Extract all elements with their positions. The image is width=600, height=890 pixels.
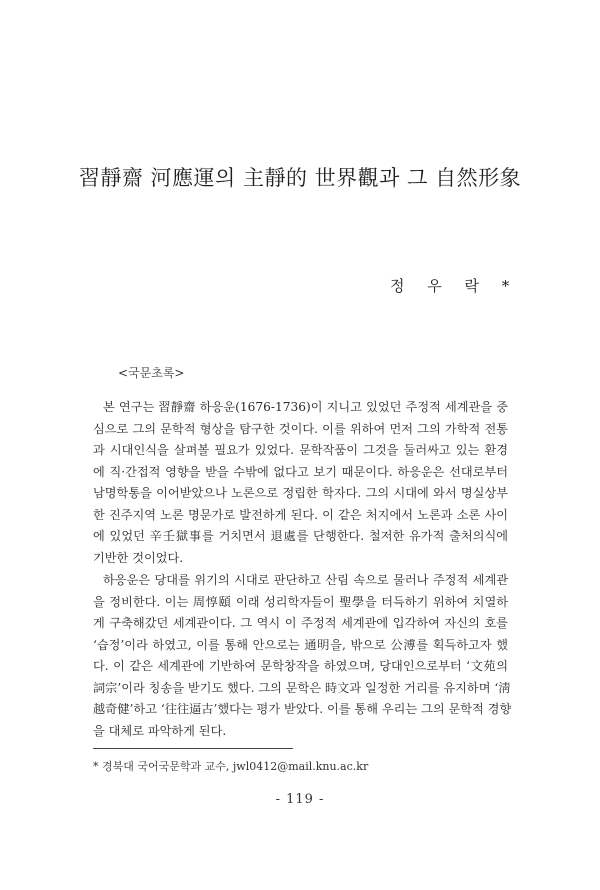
page-number: - 119 - [275, 792, 325, 807]
footnote-divider [93, 748, 293, 749]
text-line: 남명학통을 이어받았으나 노론으로 정립한 학자다. 그의 시대에 와서 명실상부 [93, 486, 508, 500]
text-line: 본 연구는 習靜齋 하응운(1676-1736)이 지니고 있었던 주정적 세계관을 중 [103, 400, 508, 414]
abstract-paragraph-1 [93, 397, 508, 569]
footnote: * 경북대 국어국문학과 교수, jwl0412@mail.knu.ac.kr [93, 760, 369, 773]
text-line: 詞宗’이라 칭송을 받기도 했다. 그의 문학은 時文과 일정한 거리를 유지하며 ‘淸 [93, 680, 511, 695]
paper-title: 習靜齋 河應運의 主靜的 世界觀과 그 自然形象 [78, 166, 522, 190]
abstract-heading: <국문초록> [118, 366, 185, 380]
text-line: ‘습정’이라 하였고, 이를 통해 안으로는 通明을, 밖으로 公溥를 획득하고자 했 [93, 637, 508, 652]
text-line: 에 있었던 辛壬獄事를 거치면서 退處를 단행한다. 철저한 유가적 출처의식에 [93, 529, 508, 543]
text-line: 에 직·간접적 영향을 받을 수밖에 없다고 보기 때문이다. 하응운은 선대로부터 [93, 464, 508, 479]
text-line: 을 대체로 파악하게 된다. [93, 723, 227, 738]
text-line: 과 시대인식을 살펴볼 필요가 있었다. 문학작품이 그것을 둘러싸고 있는 환경 [93, 443, 508, 457]
text-line: 한 진주지역 노론 명문가로 발전하게 된다. 이 같은 처지에서 노론과 소론 사이 [93, 507, 508, 522]
text-line: 게 구축해갔던 세계관이다. 그 역시 이 주정적 세계관에 입각하여 자신의 호를 [93, 616, 508, 630]
text-line: 다. 이 같은 세계관에 기반하여 문학창작을 하였으며, 당대인으로부터 ‘文苑의 [93, 659, 508, 673]
author-name: 정 우 락 * [390, 277, 519, 295]
text-line: 하응운은 당대를 위기의 시대로 판단하고 산림 속으로 물러나 주정적 세계관 [103, 573, 508, 587]
text-line: 越奇健’하고 ‘往往逼古’했다는 평가 받았다. 이를 통해 우리는 그의 문학적 경향 [93, 702, 512, 716]
text-line: 심으로 그의 문학적 형상을 탐구한 것이다. 이를 위하여 먼저 그의 가학적 전통 [93, 421, 508, 436]
abstract-paragraph-2 [93, 570, 512, 742]
text-line: 기반한 것이었다. [93, 550, 184, 565]
text-line: 을 정비한다. 이는 周惇頤 이래 성리학자들이 聖學을 터득하기 위하여 치열하 [93, 594, 508, 609]
